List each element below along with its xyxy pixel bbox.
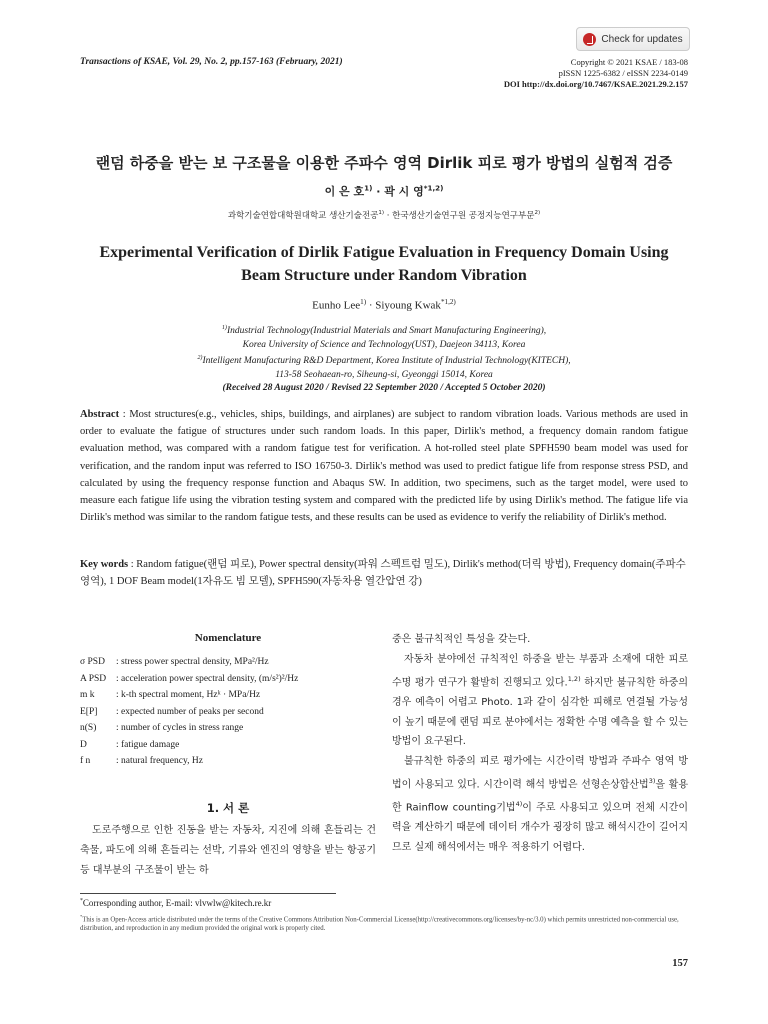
korean-affil-1-sup: 1) (378, 210, 385, 217)
english-affiliations (60, 322, 708, 396)
nomenclature-desc: : number of cycles in stress range (116, 723, 244, 733)
nomenclature-symbol: n(S) (80, 723, 97, 733)
nomenclature-row (80, 753, 298, 770)
keywords (80, 556, 688, 590)
abstract-text: Most structures(e.g., vehicles, ships, buildings, and airplanes) are subject to random vibration loads. Various methods are used in order to evaluate the fatigue of structures under such random loads. In this paper, Dirlik's method, a frequency domain random fatigue evaluation method, was compared with a random fatigue test for verification. A hot-rolled steel plate SPFH590 beam model was used for verification, and the random input was referred to ISO 16750-3. Dirlik's method was used to predict fatigue life from response stress PSD, and calculated by using the frequency response function and Abaqus SW. In addition, two specimens, such as the target model, were used to measure each fatigue life using the vibration testing system and compared with the predicted life by using Dirlik's method. The fatigue life via Dirlik's method was similar to the random fatigue tests, and these results can be used as evidence to verify the reliability of Dirlik's method. (80, 409, 688, 524)
english-author-2-sup: *1,2) (440, 298, 456, 306)
nomenclature-row (80, 671, 298, 688)
korean-title: 랜덤 하중을 받는 보 구조물을 이용한 주파수 영역 Dirlik 피로 평가 방법의 실험적 검증 (95, 154, 673, 172)
copyright-block (504, 57, 688, 90)
right-p2-c: 이 주로 사용되고 있으며 전체 시간이력을 계산하기 때문에 데이터 개수가 굉장히 많고 해석시간이 길어지므로 실제 해석에서는 매우 적용하기 어렵다. (392, 802, 688, 853)
english-authors (60, 298, 708, 312)
received-dates: (Received 28 August 2020 / Revised 22 September 2020 / Accepted 5 October 2020) (222, 383, 546, 394)
license-footnote: *This is an Open-Access article distributed under the terms of the Creative Commons Attribution Non-Commercial License(http://creativecommons.org/licenses/by-nc/3.0) which permits unrestricted non-commercial use, distribution, and reproduction in any medium provided the original work is properly cited. (80, 914, 679, 933)
issn-line: pISSN 1225-6382 / eISSN 2234-0149 (558, 68, 688, 78)
korean-authors (60, 183, 708, 199)
korean-affiliation (60, 209, 708, 221)
right-p2-sup2: 4) (515, 800, 523, 809)
check-updates-icon (583, 33, 596, 46)
right-p2-a: 불규칙한 하중의 피로 평가에는 시간이력 방법과 주파수 영역 방법이 사용되고 있다. 시간이력 해석 방법은 선형손상합산법 (392, 756, 688, 791)
nomenclature-symbol: m k (80, 690, 95, 700)
affil-2-line-1 (60, 352, 708, 369)
nomenclature-desc: : fatigue damage (116, 739, 180, 750)
right-paragraph-2 (392, 752, 688, 858)
korean-author-2: · 곽 시 영 (372, 185, 424, 198)
right-p1-sup: 1,2) (567, 674, 581, 683)
nomenclature-desc: : acceleration power spectral density, (m/s²)²/Hz (116, 673, 299, 684)
keywords-label: Key words (80, 559, 129, 570)
section-1-right-column (392, 630, 688, 858)
affil-2-sup: 2) (197, 355, 203, 362)
right-paragraph-1 (392, 650, 688, 752)
section-1-heading: 1. 서 론 (206, 801, 250, 815)
nomenclature-table (80, 654, 298, 770)
section-1-left-paragraph: 도로주행으로 인한 진동을 받는 자동차, 지진에 의해 흔들리는 건축물, 파도에 의해 흔들리는 선박, 기류와 엔진의 영향을 받는 항공기 등 대부분의 구조물이 받는 하 (80, 825, 376, 876)
nomenclature-symbol: E[P] (80, 706, 98, 717)
korean-author-1-sup: 1) (364, 183, 373, 193)
nomenclature-symbol: A PSD (80, 673, 107, 684)
affil-2-text: Intelligent Manufacturing R&D Department, Korea Institute of Industrial Technology(KITECH), (202, 356, 571, 367)
nomenclature-row (80, 737, 298, 754)
right-p2-b: 을 활용한 Rainflow counting기법 (392, 779, 688, 814)
english-title-line-2: Beam Structure under Random Vibration (241, 267, 527, 284)
affil-2-line-2: 113-58 Seohaean-ro, Siheung-si, Gyeonggi 15014, Korea (275, 369, 493, 380)
nomenclature-row (80, 687, 298, 704)
nomenclature-symbol: σ PSD (80, 657, 105, 667)
korean-affil-2: · 한국생산기술연구원 공정지능연구부문 (384, 211, 535, 221)
nomenclature-row (80, 720, 298, 737)
abstract-label: Abstract (80, 409, 120, 420)
nomenclature-desc: : stress power spectral density, MPa²/Hz (116, 657, 269, 667)
nomenclature-desc: : expected number of peaks per second (116, 706, 264, 717)
nomenclature-row (80, 654, 298, 671)
footnote-divider (80, 893, 336, 894)
doi-link[interactable]: DOI http://dx.doi.org/10.7467/KSAE.2021.29.2.157 (503, 79, 688, 89)
nomenclature-symbol: f n (80, 756, 91, 766)
keywords-text: Random fatigue(랜덤 피로), Power spectral density(파워 스펙트럼 밀도), Dirlik's method(더릭 방법), Frequency domain(주파수 영역), 1 DOF Beam model(1자유도 빔 모델), SPFH590(자동차용 열간압연 강) (80, 559, 686, 588)
nomenclature-row (80, 704, 298, 721)
journal-citation: Transactions of KSAE, Vol. 29, No. 2, pp.157-163 (February, 2021) (80, 57, 343, 67)
korean-author-1: 이 은 호 (324, 185, 365, 198)
check-for-updates-button[interactable] (576, 27, 690, 51)
korean-affil-2-sup: 2) (534, 210, 541, 217)
abstract (80, 406, 688, 526)
affil-1-sup: 1) (221, 325, 227, 331)
affil-1-line-2: Korea University of Science and Technology(UST), Daejeon 34113, Korea (242, 339, 526, 350)
english-author-2: · Siyoung Kwak (366, 299, 441, 312)
license-text: This is an Open-Access article distributed under the terms of the Creative Commons Attribution Non-Commercial License(http://creativecommons.org/licenses/by-nc/3.0) which permits unrestricted non-commercial use, distribution, and reproduction in any medium provided the original work is properly cited. (80, 916, 679, 933)
right-p1-b: 하지만 불규칙한 하중의 경우 예측이 어렵고 Photo. 1과 같이 심각한 피해로 연결될 가능성이 높기 때문에 랜덤 피로 분야에서는 정확한 수명 예측을 할 수 있는 방법이 요구된다. (392, 676, 688, 748)
nomenclature-symbol: D (80, 739, 87, 750)
corresponding-author-footnote: *Corresponding author, E-mail: vlvwlw@kitech.re.kr (80, 898, 272, 908)
page-number: 157 (672, 958, 688, 969)
keywords-sep: : (128, 559, 137, 570)
nomenclature-desc: : natural frequency, Hz (116, 756, 203, 766)
korean-affil-1: 과학기술연합대학원대학교 생산기술전공 (227, 211, 379, 221)
nomenclature-desc: : k-th spectral moment, Hzᵏ · MPa/Hz (116, 690, 261, 700)
abstract-sep: : (119, 409, 130, 420)
english-title (60, 241, 708, 287)
korean-author-2-sup: *1,2) (423, 183, 444, 193)
copyright-line: Copyright © 2021 KSAE / 183-08 (570, 57, 688, 67)
affil-1-text: Industrial Technology(Industrial Materials and Smart Manufacturing Engineering), (226, 326, 547, 337)
check-updates-label: Check for updates (601, 33, 683, 45)
english-author-1-sup: 1) (360, 298, 367, 306)
nomenclature-title: Nomenclature (194, 632, 262, 644)
english-title-line-1: Experimental Verification of Dirlik Fatigue Evaluation in Frequency Domain Using (99, 244, 669, 261)
affil-1-line-1 (60, 322, 708, 339)
right-paragraph-0: 중은 불규칙적인 특성을 갖는다. (392, 634, 531, 645)
right-p2-sup: 3) (648, 776, 656, 785)
corresponding-author-text: Corresponding author, E-mail: vlvwlw@kitech.re.kr (82, 898, 272, 908)
english-author-1: Eunho Lee (312, 299, 361, 312)
right-p1-a: 자동차 분야에선 규칙적인 하중을 받는 부품과 소재에 대한 피로수명 평가 연구가 활발히 진행되고 있다. (392, 653, 688, 688)
